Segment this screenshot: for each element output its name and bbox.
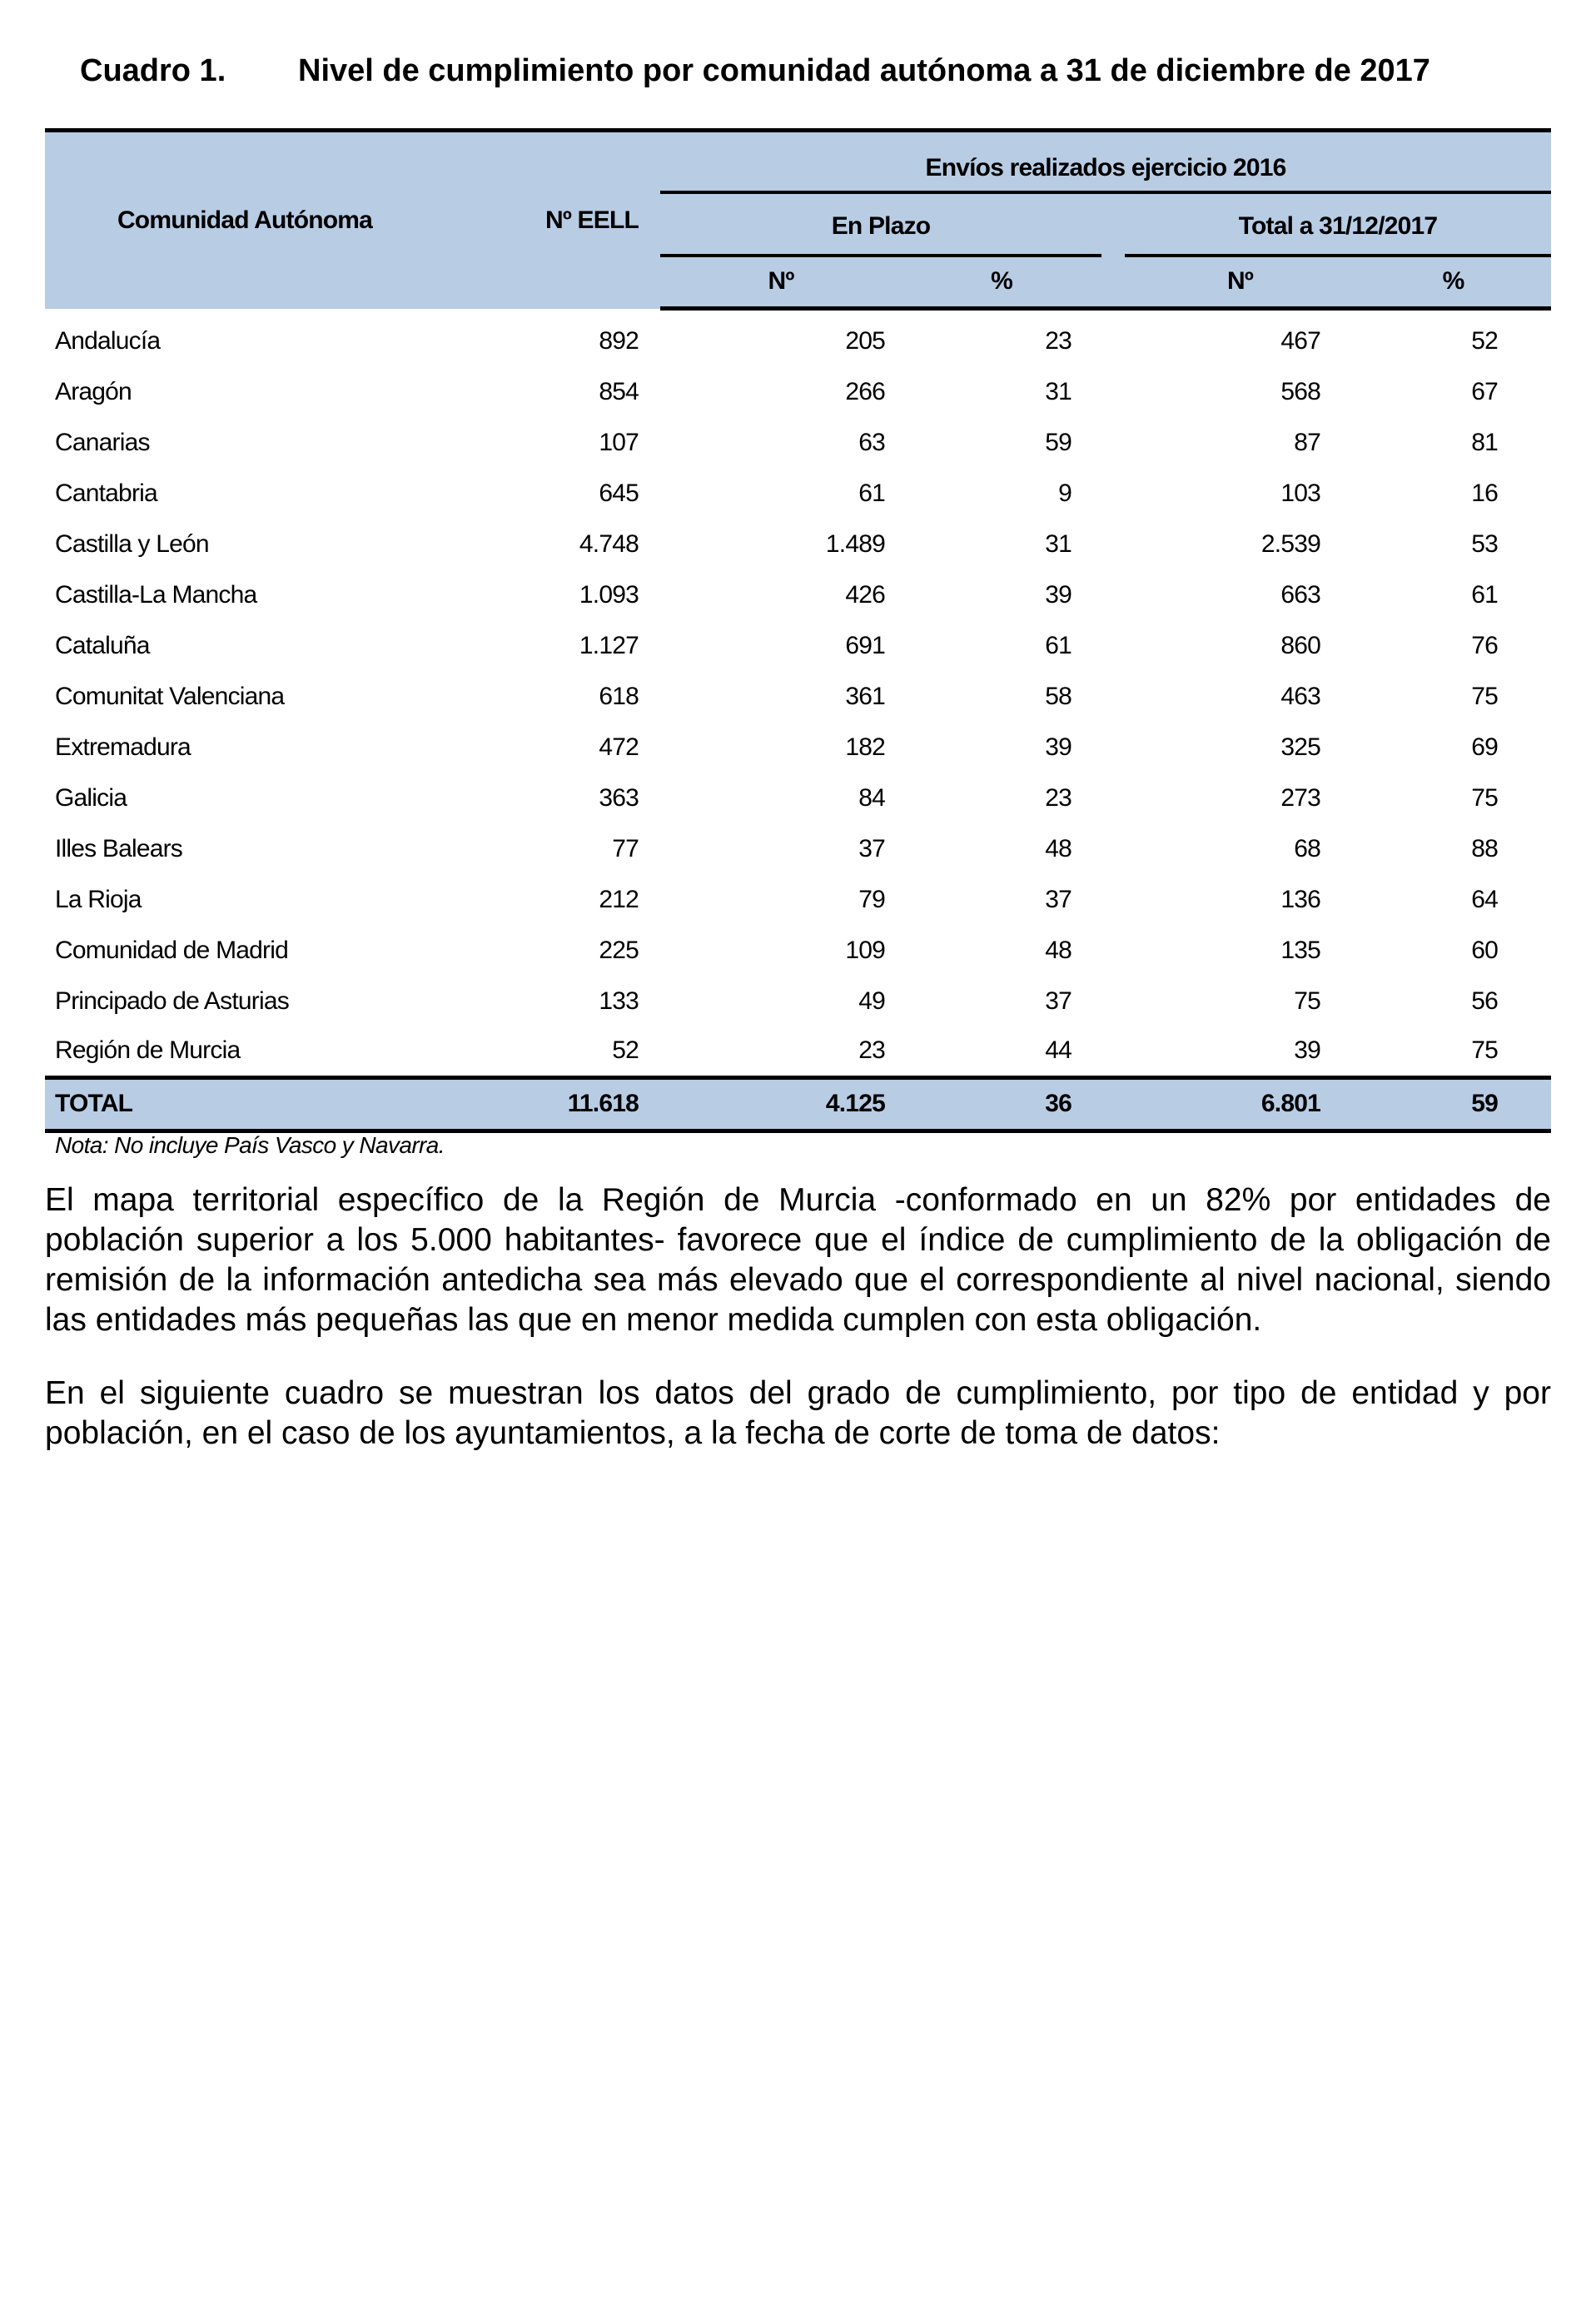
cell-eell: 107 [599, 428, 639, 456]
cell-eell: 52 [612, 1036, 639, 1065]
cell-n2: 463 [1280, 682, 1320, 710]
cell-n2: 6.801 [1125, 1077, 1355, 1131]
cell-n2: 103 [1280, 479, 1320, 507]
caption-title: Nivel de cumplimiento por comunidad autónoma a 31 de diciembre de 2017 [298, 53, 1430, 88]
cell-p1: 39 [1045, 733, 1071, 761]
cell-name: Andalucía [55, 326, 161, 355]
cell-n2: 136 [1280, 885, 1320, 913]
cell-p1: 31 [1045, 377, 1071, 405]
table-row [45, 366, 1551, 417]
cell-n2: 663 [1280, 580, 1320, 609]
cell-name: Cantabria [55, 479, 157, 507]
cell-spacer [1101, 316, 1125, 366]
cell-p1: 48 [1045, 936, 1071, 964]
cell-eell: 854 [599, 377, 639, 405]
cell-n1: 61 [858, 479, 885, 507]
cell-eell: 363 [599, 783, 639, 812]
cell-p2: 81 [1471, 428, 1499, 456]
cell-spacer [1101, 569, 1125, 620]
header-p1: % [902, 256, 1101, 309]
cell-name: Galicia [55, 783, 127, 812]
cell-p2: 59 [1355, 1077, 1551, 1131]
cell-n1: 23 [858, 1036, 885, 1065]
cell-n2: 325 [1280, 733, 1320, 761]
cell-spacer [1101, 823, 1125, 874]
cell-name: Illes Balears [55, 834, 183, 862]
cell-name: Cataluña [55, 631, 150, 659]
cell-p1: 58 [1045, 682, 1071, 710]
cell-name: Comunitat Valenciana [55, 682, 285, 710]
header-spacer [1101, 256, 1125, 309]
cell-eell: 212 [599, 885, 639, 913]
cell-n2: 273 [1280, 783, 1320, 812]
table-row [45, 316, 1551, 366]
caption-number: Cuadro 1. [80, 53, 226, 88]
cell-p1: 59 [1045, 428, 1071, 456]
cell-p1: 23 [1045, 783, 1071, 812]
cell-name: Canarias [55, 428, 150, 456]
cell-name: Comunidad de Madrid [55, 936, 288, 964]
cell-eell: 618 [599, 682, 639, 710]
compliance-table [45, 128, 1551, 1133]
cell-n1: 63 [858, 428, 885, 456]
cell-p1: 37 [1045, 885, 1071, 913]
compliance-table-container [45, 128, 1551, 1133]
cell-name: Castilla y León [55, 529, 209, 558]
header-p2: % [1355, 256, 1551, 309]
table-caption [80, 50, 1545, 92]
cell-eell: 472 [599, 733, 639, 761]
cell-p1: 31 [1045, 529, 1071, 558]
cell-spacer [1101, 874, 1125, 925]
table-row [45, 569, 1551, 620]
cell-p2: 75 [1471, 783, 1499, 812]
cell-n1: 691 [845, 631, 885, 659]
cell-p2: 52 [1471, 326, 1499, 355]
table-row [45, 1026, 1551, 1077]
cell-spacer [1101, 976, 1125, 1026]
cell-n1: 1.489 [825, 529, 885, 558]
cell-spacer [1101, 671, 1125, 722]
header-comunidad: Comunidad Autónoma [45, 131, 445, 309]
cell-spacer [1101, 1077, 1125, 1131]
cell-n1: 4.125 [660, 1077, 902, 1131]
cell-name: Región de Murcia [55, 1036, 241, 1065]
cell-p1: 39 [1045, 580, 1071, 609]
cell-spacer [1101, 925, 1125, 976]
cell-p1: 36 [902, 1077, 1101, 1131]
table-row [45, 925, 1551, 976]
cell-name: TOTAL [45, 1077, 445, 1131]
cell-p1: 48 [1045, 834, 1071, 862]
cell-eell: 645 [599, 479, 639, 507]
cell-n1: 205 [845, 326, 885, 355]
cell-p2: 64 [1471, 885, 1499, 913]
cell-eell: 4.748 [579, 529, 639, 558]
cell-n1: 182 [845, 733, 885, 761]
cell-p2: 53 [1471, 529, 1499, 558]
cell-eell: 1.093 [579, 580, 639, 609]
cell-n1: 109 [845, 936, 885, 964]
cell-n2: 135 [1280, 936, 1320, 964]
cell-spacer [1101, 722, 1125, 773]
cell-n2: 568 [1280, 377, 1320, 405]
cell-spacer [1101, 468, 1125, 519]
table-note: Nota: No incluye País Vasco y Navarra. [55, 1132, 445, 1158]
cell-n2: 39 [1294, 1036, 1320, 1065]
table-row [45, 976, 1551, 1026]
paragraph-1: El mapa territorial específico de la Región de Murcia -conformado en un 82% por entidades de población superior a los 5.000 habitantes- favorece que el índice de cumplimiento de la obligación de remisión de la información antedicha sea más elevado que el correspondiente al nivel nacional, siendo las entidades más pequeñas las que en menor medida cumplen con esta obligación. [45, 1182, 1551, 1338]
header-eell: Nº EELL [445, 131, 660, 309]
header-envios: Envíos realizados ejercicio 2016 [660, 131, 1551, 192]
cell-n1: 49 [858, 987, 885, 1015]
cell-name: Castilla-La Mancha [55, 580, 257, 609]
cell-p2: 67 [1471, 377, 1499, 405]
table-row [45, 620, 1551, 671]
cell-n2: 860 [1280, 631, 1320, 659]
cell-n2: 467 [1280, 326, 1320, 355]
cell-p2: 69 [1471, 733, 1499, 761]
cell-p1: 9 [1058, 479, 1071, 507]
header-en-plazo: En Plazo [660, 192, 1101, 256]
cell-p2: 75 [1471, 1036, 1499, 1065]
table-row [45, 823, 1551, 874]
table-row [45, 519, 1551, 569]
cell-p2: 88 [1471, 834, 1499, 862]
cell-p1: 44 [1045, 1036, 1071, 1065]
cell-p2: 60 [1471, 936, 1499, 964]
cell-p2: 16 [1471, 479, 1499, 507]
cell-name: Extremadura [55, 733, 191, 761]
table-body [45, 309, 1551, 1131]
cell-eell: 892 [599, 326, 639, 355]
cell-eell: 11.618 [445, 1077, 660, 1131]
cell-p1: 37 [1045, 987, 1071, 1015]
cell-spacer [1101, 620, 1125, 671]
cell-n2: 68 [1294, 834, 1320, 862]
cell-spacer [1101, 773, 1125, 823]
table-row [45, 722, 1551, 773]
cell-name: Principado de Asturias [55, 987, 289, 1015]
cell-n1: 84 [858, 783, 885, 812]
table-row [45, 874, 1551, 925]
table-header [45, 131, 1551, 309]
cell-n2: 2.539 [1260, 529, 1320, 558]
cell-spacer [1101, 417, 1125, 468]
cell-eell: 77 [612, 834, 639, 862]
cell-p1: 61 [1045, 631, 1071, 659]
cell-n2: 75 [1294, 987, 1320, 1015]
table-row [45, 417, 1551, 468]
table-row [45, 468, 1551, 519]
cell-n1: 426 [845, 580, 885, 609]
cell-p2: 75 [1471, 682, 1499, 710]
cell-n1: 79 [858, 885, 885, 913]
cell-name: Aragón [55, 377, 132, 405]
cell-eell: 1.127 [579, 631, 639, 659]
cell-name: La Rioja [55, 885, 142, 913]
cell-p2: 61 [1471, 580, 1499, 609]
table-row [45, 671, 1551, 722]
cell-eell: 225 [599, 936, 639, 964]
header-total-fecha: Total a 31/12/2017 [1125, 192, 1551, 256]
header-n1: Nº [660, 256, 902, 309]
cell-spacer [1101, 366, 1125, 417]
cell-spacer [1101, 519, 1125, 569]
cell-n1: 361 [845, 682, 885, 710]
cell-spacer [1101, 1026, 1125, 1077]
total-row [45, 1077, 1551, 1131]
cell-n1: 37 [858, 834, 885, 862]
header-n2: Nº [1125, 256, 1355, 309]
table-row [45, 773, 1551, 823]
cell-eell: 133 [599, 987, 639, 1015]
cell-p2: 56 [1471, 987, 1499, 1015]
cell-p2: 76 [1471, 631, 1499, 659]
cell-n2: 87 [1294, 428, 1320, 456]
header-spacer [1101, 192, 1125, 256]
cell-p1: 23 [1045, 326, 1071, 355]
cell-n1: 266 [845, 377, 885, 405]
paragraph-2: En el siguiente cuadro se muestran los datos del grado de cumplimiento, por tipo de entidad y por población, en el caso de los ayuntamientos, a la fecha de corte de toma de datos: [45, 1375, 1551, 1451]
